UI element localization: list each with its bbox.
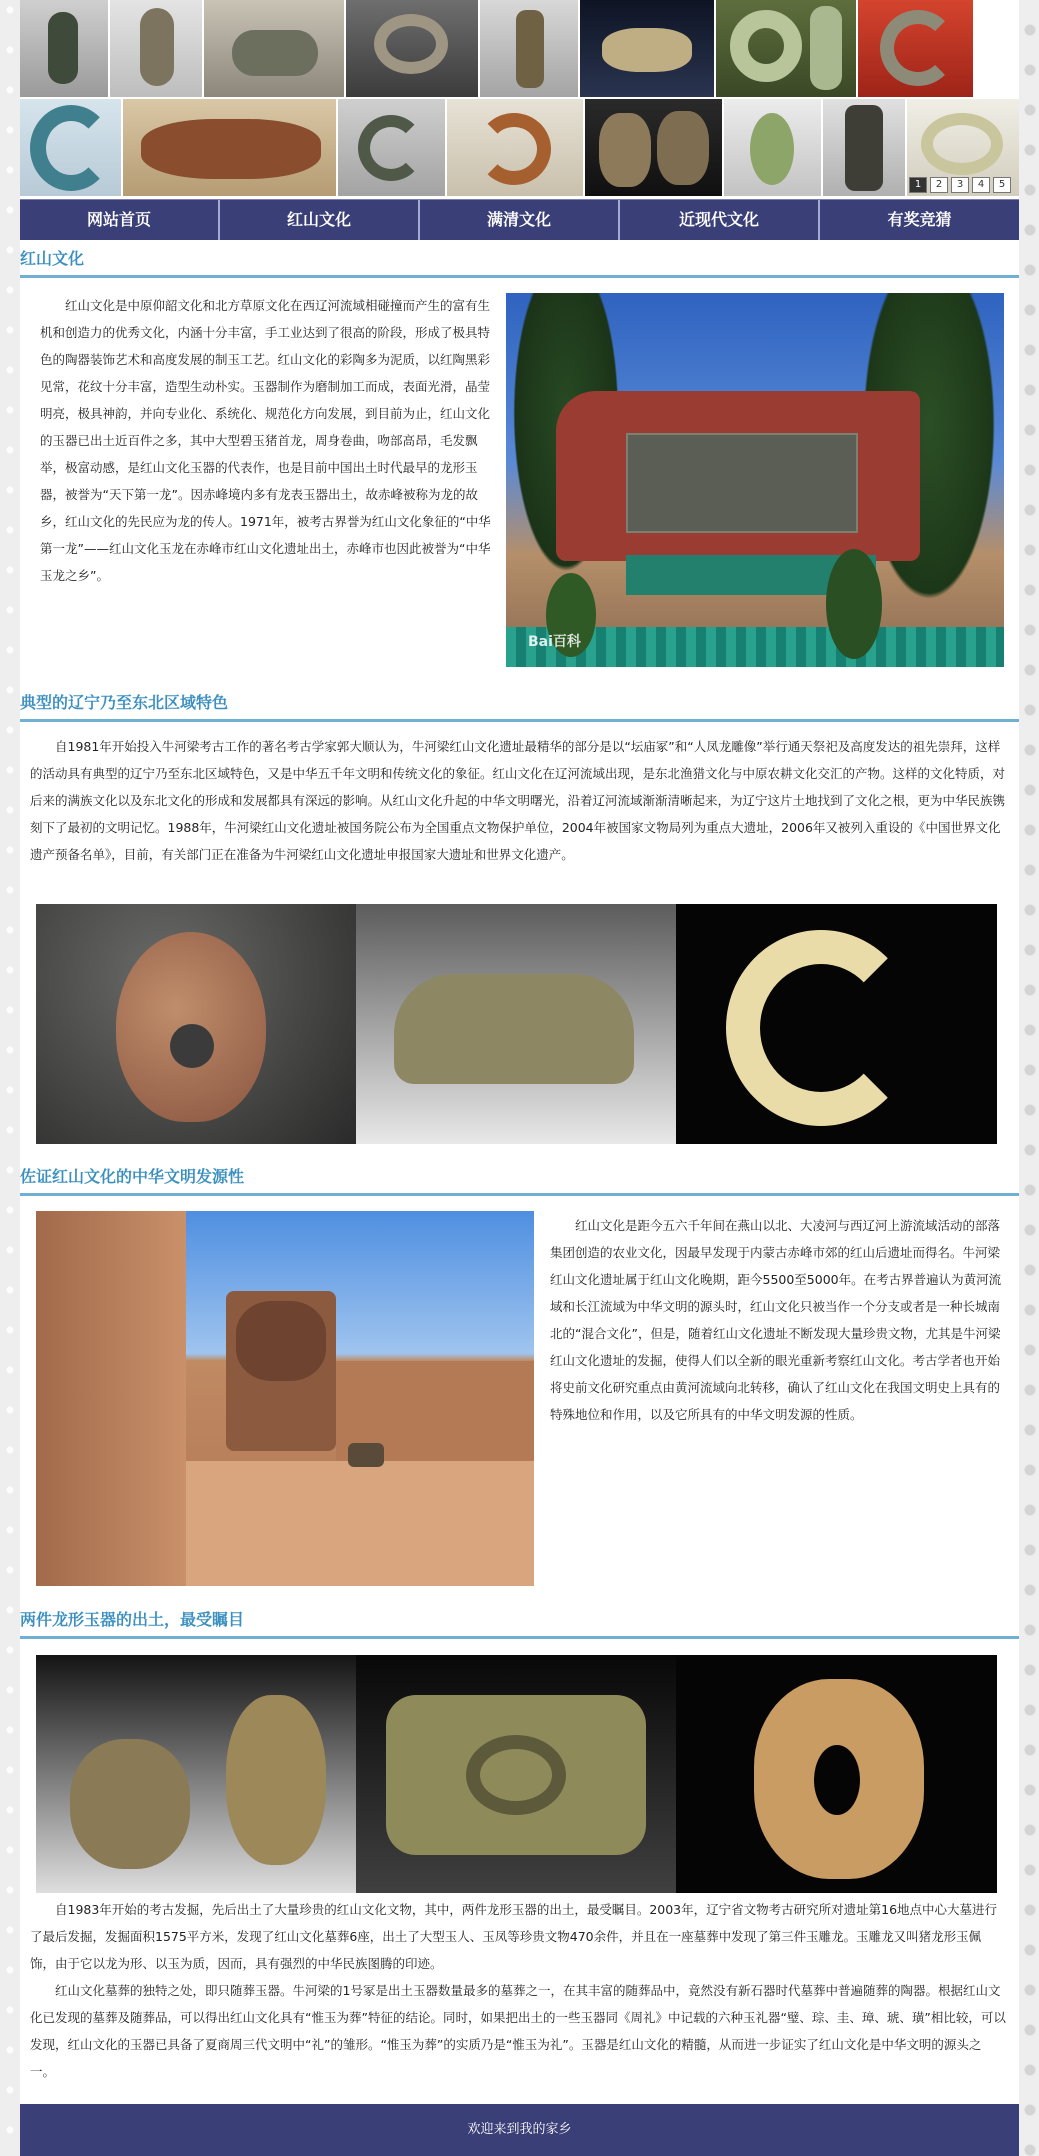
banner-thumb[interactable] [346,0,478,97]
banner-thumb[interactable] [204,0,344,97]
banner-thumb[interactable] [585,99,722,196]
paragraph: 红山文化是距今五六千年间在燕山以北、大凌河与西辽河上游流域活动的部落集团创造的农业文化，因最早发现于内蒙古赤峰市郊的红山后遗址而得名。牛河梁红山文化遗址属于红山文化晚期，距今5500至5000年。在考古界普遍认为黄河流域和长江流域为中华文明的源头时，红山文化只被当作一个分支或者是一种长城南北的“混合文化”，但是，随着红山文化遗址不断发现大量珍贵文物，尤其是牛河梁红山文化遗址的发掘，使得人们以全新的眼光重新考察红山文化。考古学者也开始将史前文化研究重点由黄河流域向北转移，确认了红山文化在我国文明史上具有的特殊地位和作用，以及它所具有的中华文明发源的性质。 [550,1218,1002,1422]
jade-bird-photo [356,904,676,1144]
nav-home[interactable]: 网站首页 [20,200,220,240]
section-northeast [20,690,1019,722]
banner-thumb[interactable] [716,0,856,97]
jade-ornament-photo [356,1655,676,1893]
section-hongshan-text [40,292,502,589]
paragraph: 自1981年开始投入牛河梁考古工作的著名考古学家郭大顺认为，牛河梁红山文化遗址最精华的部分是以“坛庙冢”和“人凤龙雕像”举行通天祭祀及高度发达的祖先崇拜，这样的活动具有典型的辽宁乃至东北区域特色，又是中华五千年文明和传统文化的象征。红山文化在辽河流域出现，是东北渔猎文化与中原农耕文化交汇的产物。这样的文化特质，对后来的满族文化以及东北文化的形成和发展都具有深远的影响。从红山文化升起的中华文明曙光，沿着辽河流域渐渐清晰起来，为辽宁这片土地找到了文化之根，更为中华民族镌刻下了最初的文明记忆。1988年，牛河梁红山文化遗址被国务院公布为全国重点文物保护单位，2004年被国家文物局列为重点大遗址，2006年又被列入重设的《中国世界文化遗产预备名单》，目前，有关部门正在准备为牛河梁红山文化遗址申报国家大遗址和世界文化遗产。 [30,739,1006,862]
section-title: 典型的辽宁乃至东北区域特色 [20,690,1019,722]
banner-thumb[interactable] [823,99,905,196]
nav-modern[interactable]: 近现代文化 [620,200,820,240]
section-title: 佐证红山文化的中华文明发源性 [20,1164,1019,1196]
jade-turtle-photo [36,1655,356,1893]
section-title: 红山文化 [20,246,1019,278]
paragraph: 红山文化墓葬的独特之处，即只随葬玉器。牛河梁的1号冢是出土玉器数量最多的墓葬之一，在其丰富的随葬品中，竟然没有新石器时代墓葬中普遍随葬的陶器。根据红山文化已发现的墓葬及随葬品，可以得出红山文化具有“惟玉为葬”特征的结论。同时，如果把出土的一些玉器同《周礼》中记载的六种玉礼器“璧、琮、圭、璋、琥、璜”相比较，可以发现，红山文化的玉器已具备了夏商周三代文明中“礼”的雏形。“惟玉为葬”的实质乃是“惟玉为礼”。玉器是红山文化的精髓，从而进一步证实了红山文化是中华文明的源头之一。 [30,1983,1006,2079]
banner-thumb[interactable] [20,99,121,196]
banner-thumb[interactable] [724,99,821,196]
section-northeast-text [30,733,1006,868]
section-dragons-text [30,1896,1006,2085]
footer [20,2104,1019,2156]
pager-dot[interactable]: 2 [930,177,948,193]
section-origin-text [550,1212,1006,1428]
banner-thumb[interactable] [447,99,582,196]
banner-thumb[interactable] [580,0,714,97]
section-title: 两件龙形玉器的出土，最受瞩目 [20,1607,1019,1639]
section-origin [20,1164,1019,1196]
banner-thumb[interactable] [338,99,445,196]
jade-photo-strip [36,904,997,1144]
main-nav [20,199,1019,240]
paragraph: 红山文化是中原仰韶文化和北方草原文化在西辽河流域相碰撞而产生的富有生机和创造力的优秀文化，内涵十分丰富，手工业达到了很高的阶段，形成了极具特色的陶器装饰艺术和高度发展的制玉工艺。红山文化的彩陶多为泥质，以红陶黑彩见常，花纹十分丰富，造型生动朴实。玉器制作为磨制加工而成，表面光滑，晶莹明亮，极具神韵，并向专业化、系统化、规范化方向发展，到目前为止，红山文化的玉器已出土近百件之多，其中大型碧玉猪首龙，周身卷曲，吻部高昂，毛发飘举，极富动感，是红山文化玉器的代表作，也是目前中国出土时代最早的龙形玉器，被誉为“天下第一龙”。因赤峰境内多有龙表玉器出土，故赤峰被称为龙的故乡，红山文化的先民应为龙的传人。1971年，被考古界誉为红山文化象征的“中华第一龙”——红山文化玉龙在赤峰市红山文化遗址出土，赤峰市也因此被誉为“中华玉龙之乡”。 [40,298,491,583]
nav-hongshan[interactable]: 红山文化 [220,200,420,240]
jade-pig-dragon-photo [36,904,356,1144]
pager-dot[interactable]: 1 [909,177,927,193]
banner-pager [909,177,1011,193]
photo-watermark: Bai百科 [528,634,581,650]
ruins-photo [36,1211,534,1586]
nav-manqing[interactable]: 满清文化 [420,200,620,240]
section-dragons [20,1607,1019,1639]
paragraph: 自1983年开始的考古发掘，先后出土了大量珍贵的红山文化文物，其中，两件龙形玉器的出土，最受瞩目。2003年，辽宁省文物考古研究所对遗址第16地点中心大墓进行了最后发掘，发掘面积1575平方米，发现了红山文化墓葬6座，出土了大型玉人、玉凤等珍贵文物470余件，并且在一座墓葬中发现了第三件玉雕龙。玉雕龙又叫猪龙形玉佩饰，由于它以龙为形、以玉为质，因而，具有强烈的中华民族图腾的印迹。 [30,1902,998,1971]
banner-gallery[interactable] [20,0,1019,199]
banner-thumb[interactable] [110,0,202,97]
banner-thumb[interactable] [858,0,973,97]
banner-row-2 [20,99,1019,196]
pager-dot[interactable]: 3 [951,177,969,193]
banner-thumb[interactable] [480,0,578,97]
pager-dot[interactable]: 5 [993,177,1011,193]
footer-text: 欢迎来到我的家乡 [467,2122,572,2137]
page [20,0,1019,2156]
monument-photo [506,293,1004,667]
jade-c-dragon-photo [676,904,997,1144]
banner-thumb[interactable] [123,99,336,196]
jade-pendant-photo [676,1655,997,1893]
banner-thumb[interactable] [20,0,108,97]
nav-quiz[interactable]: 有奖竞猜 [887,210,952,229]
section-hongshan [20,246,1019,278]
jade-artifact-strip [36,1655,997,1893]
banner-row-1 [20,0,1019,97]
pager-dot[interactable]: 4 [972,177,990,193]
